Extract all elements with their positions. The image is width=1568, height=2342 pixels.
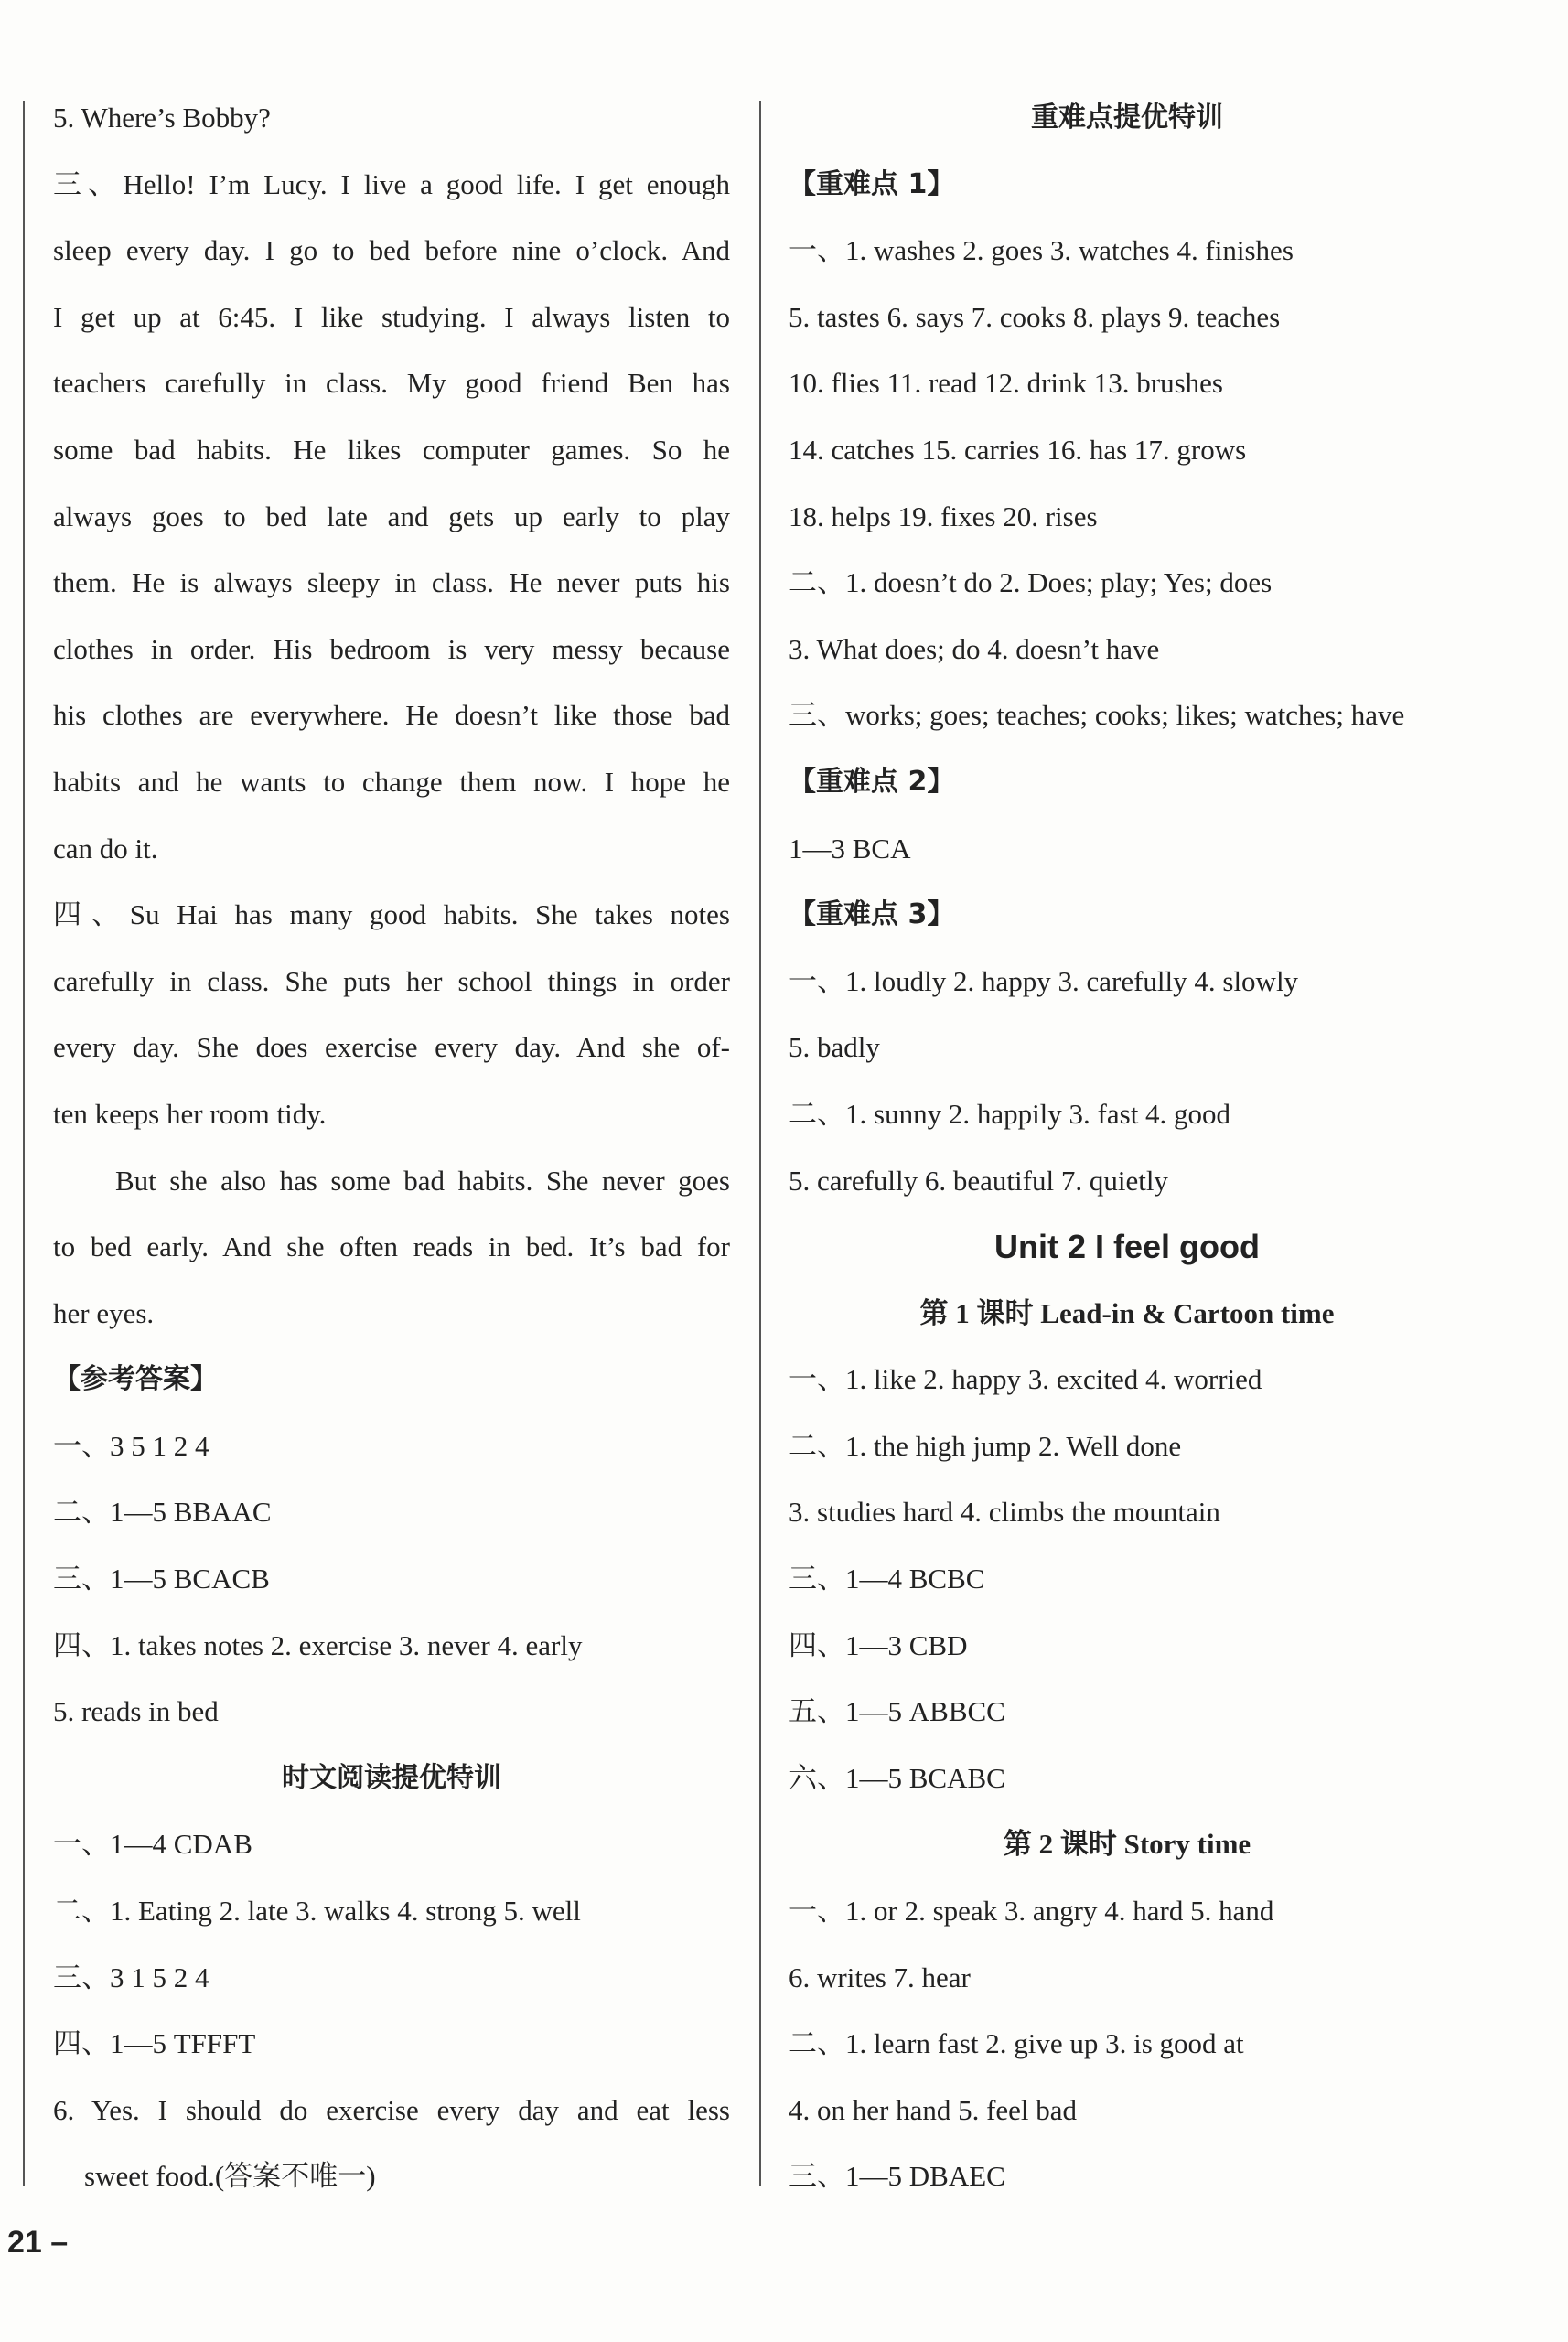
left-column-line: 6. Yes. I should do exercise every day and eat less	[53, 2093, 730, 2126]
right-column-line: 6. writes 7. hear	[789, 1961, 971, 1993]
left-column-line: teachers carefully in class. My good friend Ben has	[53, 367, 730, 400]
left-column-line: to bed early. And she often reads in bed. It’s bad for	[53, 1230, 730, 1263]
right-column-line: 三、1—5 DBAEC	[789, 2160, 1005, 2193]
left-margin-rule	[23, 101, 25, 2186]
right-column	[789, 85, 1466, 2210]
left-column-line: 二、1—5 BBAAC	[53, 1496, 272, 1529]
left-column-line: clothes in order. His bedroom is very messy because	[53, 632, 730, 665]
right-column-line: 第 2 课时 Story time	[1003, 1828, 1251, 1861]
left-column	[53, 85, 730, 2210]
right-column-line: 四、1—3 CBD	[789, 1628, 968, 1661]
right-column-line: 第 1 课时 Lead-in & Cartoon time	[919, 1296, 1335, 1329]
left-column-line: 四、1—5 TFFFT	[53, 2027, 256, 2060]
right-column-line: 重难点提优特训	[1031, 102, 1223, 134]
left-column-line: 四、1. takes notes 2. exercise 3. never 4. early	[53, 1628, 583, 1661]
right-column-line: 三、1—4 BCBC	[789, 1563, 985, 1595]
left-column-line: 5. reads in bed	[53, 1695, 219, 1728]
left-column-line: sweet food.(答案不唯一)	[84, 2160, 376, 2193]
left-column-line: carefully in class. She puts her school things in order	[53, 964, 730, 997]
column-divider	[759, 101, 761, 2186]
right-column-line: 18. helps 19. fixes 20. rises	[789, 500, 1098, 532]
left-column-line: But she also has some bad habits. She never goes	[115, 1164, 730, 1197]
right-column-line: 5. badly	[789, 1031, 880, 1064]
left-column-line: 5. Where’s Bobby?	[53, 102, 271, 134]
right-column-line: 【重难点 3】	[789, 898, 955, 931]
right-column-line: 一、1. loudly 2. happy 3. carefully 4. slowly	[789, 964, 1299, 997]
right-column-line: 14. catches 15. carries 16. has 17. grows	[789, 433, 1247, 466]
right-column-line: 3. studies hard 4. climbs the mountain	[789, 1496, 1220, 1529]
right-column-line: 二、1. the high jump 2. Well done	[789, 1429, 1182, 1462]
right-column-line: 二、1. learn fast 2. give up 3. is good at	[789, 2027, 1244, 2060]
left-column-line: every day. She does exercise every day. And she of-	[53, 1031, 730, 1064]
right-column-line: 【重难点 1】	[789, 167, 955, 200]
left-column-line: always goes to bed late and gets up early to play	[53, 500, 730, 532]
right-column-line: 一、1. or 2. speak 3. angry 4. hard 5. hand	[789, 1895, 1274, 1928]
right-column-line: Unit 2 I feel good	[993, 1228, 1260, 1266]
right-column-line: 五、1—5 ABBCC	[789, 1695, 1005, 1728]
left-column-line: 一、3 5 1 2 4	[53, 1429, 209, 1462]
left-column-line: habits and he wants to change them now. I hope he	[53, 765, 730, 798]
left-column-line: I get up at 6:45. I like studying. I always listen to	[53, 300, 730, 333]
left-column-line: them. He is always sleepy in class. He never puts his	[53, 566, 730, 599]
left-column-line: 二、1. Eating 2. late 3. walks 4. strong 5. well	[53, 1895, 581, 1928]
left-column-line: 三、3 1 5 2 4	[53, 1961, 209, 1993]
right-column-line: 5. carefully 6. beautiful 7. quietly	[789, 1164, 1168, 1197]
right-column-line: 10. flies 11. read 12. drink 13. brushes	[789, 367, 1223, 400]
left-column-line: sleep every day. I go to bed before nine o’clock. And	[53, 234, 730, 267]
left-column-line: 三、Hello! I’m Lucy. I live a good life. I get enough	[53, 167, 730, 200]
right-column-line: 二、1. doesn’t do 2. Does; play; Yes; does	[789, 566, 1273, 599]
right-column-line: 六、1—5 BCABC	[789, 1761, 1005, 1794]
right-column-line: 【重难点 2】	[789, 765, 955, 798]
right-column-line: 二、1. sunny 2. happily 3. fast 4. good	[789, 1097, 1231, 1130]
right-column-line: 三、works; goes; teaches; cooks; likes; watches; have	[789, 699, 1405, 732]
page-number: 21 –	[7, 2225, 69, 2260]
right-column-line: 3. What does; do 4. doesn’t have	[789, 632, 1160, 665]
right-column-line: 一、1. washes 2. goes 3. watches 4. finishes	[789, 234, 1294, 267]
left-column-line: ten keeps her room tidy.	[53, 1097, 327, 1130]
right-column-line: 1—3 BCA	[789, 832, 911, 865]
left-column-line: her eyes.	[53, 1296, 155, 1329]
left-column-line: his clothes are everywhere. He doesn’t like those bad	[53, 699, 730, 732]
left-column-line: 三、1—5 BCACB	[53, 1563, 270, 1595]
left-column-line: some bad habits. He likes computer games. So he	[53, 433, 730, 466]
left-column-line: 【参考答案】	[53, 1363, 218, 1396]
right-column-line: 一、1. like 2. happy 3. excited 4. worried	[789, 1363, 1262, 1396]
right-column-line: 4. on her hand 5. feel bad	[789, 2093, 1078, 2126]
right-column-line: 5. tastes 6. says 7. cooks 8. plays 9. teaches	[789, 300, 1281, 333]
left-column-line: 一、1—4 CDAB	[53, 1828, 252, 1861]
left-column-line: can do it.	[53, 832, 158, 865]
left-column-line: 时文阅读提优特训	[282, 1761, 501, 1794]
left-column-line: 四、Su Hai has many good habits. She takes notes	[53, 898, 730, 931]
